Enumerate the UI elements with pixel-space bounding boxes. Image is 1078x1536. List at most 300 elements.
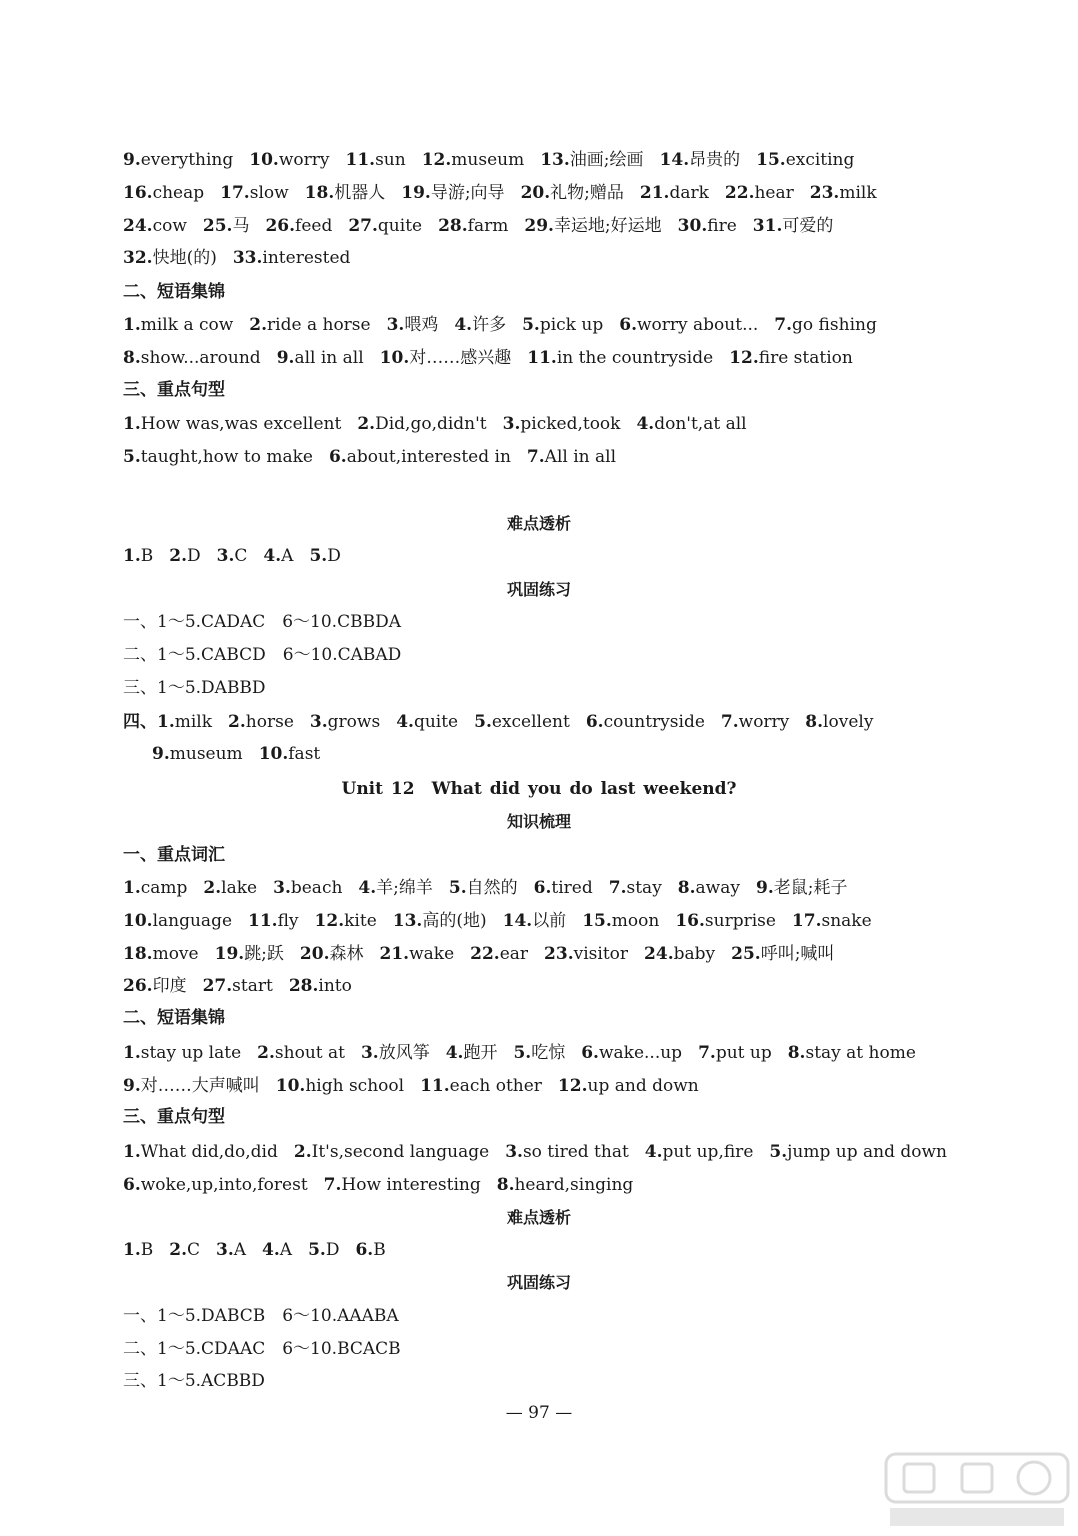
answer-text: B [373,1240,386,1260]
answer-number: 19. [401,183,431,203]
site-watermark-logo [882,1450,1072,1530]
answer-item [675,911,776,931]
answer-number: 3. [216,1240,234,1260]
answer-text: all in all [294,348,364,368]
answer-text: surprise [704,911,776,931]
answer-item [123,546,153,566]
answer-text: show...around [140,348,261,368]
answer-number: 9. [276,348,295,368]
answer-text: pick up [539,315,604,335]
answer-item [527,447,616,467]
answer-item [123,944,199,964]
answer-number: 30. [677,216,708,236]
answer-text: 机器人 [334,183,386,203]
answer-text: heard,singing [514,1175,634,1195]
answer-text: 快地(的) [152,248,217,268]
answer-item [358,878,432,898]
answer-item [380,348,512,368]
answer-text: museum [451,150,525,170]
answer-text: worry [738,712,790,732]
answer-number: 27. [348,216,378,236]
answer-item [422,150,525,170]
answer-number: 21. [639,183,670,203]
answer-text: 对……大声喊叫 [140,1076,260,1096]
answer-text: jump up and down [787,1142,947,1162]
u12-practice-line-2: 二、1～5.CDAAC 6～10.BCACB [123,1339,401,1359]
u12-vocab-line-3 [123,942,983,966]
answer-text: grows [327,712,381,732]
u12-sentence-line-1 [123,1140,983,1164]
answer-item [123,1043,241,1063]
answer-item [203,216,250,236]
answer-text: B [140,546,154,566]
answer-number: 1. [123,1043,141,1063]
answer-item [249,150,329,170]
answer-number: 29. [524,216,554,236]
u11-phrase-line-2 [123,346,983,370]
answer-text: woke,up,into,forest [140,1175,308,1195]
answer-item [249,315,370,335]
answer-item [276,1076,404,1096]
answer-number: 31. [752,216,783,236]
u11-practice-heading: 巩固练习 [506,580,571,599]
answer-item [216,1240,246,1260]
answer-text: 导游;向导 [430,183,505,203]
answer-number: 7. [774,315,793,335]
answer-item [215,944,284,964]
answer-number: 12. [729,348,759,368]
answer-number: 3. [360,1043,379,1063]
answer-text: visitor [573,944,629,964]
answer-text: quite [377,216,423,236]
answer-number: 26. [123,976,153,996]
answer-number: 8. [787,1043,806,1063]
answer-text: sun [375,150,406,170]
answer-number: 3. [505,1142,523,1162]
answer-item [123,183,204,203]
u12-knowledge-heading: 知识梳理 [506,812,571,831]
answer-item [123,447,313,467]
answer-text: away [695,878,740,898]
answer-item [505,1142,629,1162]
answer-text: D [325,1240,340,1260]
answer-text: stay up late [140,1043,242,1063]
answer-text: 以前 [532,911,567,931]
answer-item [454,315,506,335]
answer-number: 14. [659,150,690,170]
u12-vocab-line-2 [123,909,983,933]
answer-number: 6. [585,712,604,732]
answer-item [586,712,705,732]
answer-text: wake...up [598,1043,683,1063]
answer-text: 印度 [152,976,187,996]
answer-text: don't,at all [654,414,747,434]
answer-text: tired [551,878,593,898]
answer-item [348,216,422,236]
answer-number: 26. [265,216,296,236]
answer-number: 1. [123,414,141,434]
answer-number: 16. [123,183,153,203]
answer-item [522,315,603,335]
answer-item [446,1043,498,1063]
answer-number: 24. [644,944,674,964]
answer-item [265,216,332,236]
answer-number: 21. [379,944,410,964]
answer-text: 礼物;赠品 [550,183,624,203]
answer-item [756,878,847,898]
answer-text: B [140,1240,154,1260]
answer-text: dark [669,183,709,203]
answer-number: 1. [123,546,141,566]
answer-item [698,1043,772,1063]
answer-text: 对……感兴趣 [409,348,512,368]
answer-number: 28. [288,976,319,996]
u11-practice-line-2: 二、1～5.CABCD 6～10.CABAD [123,645,402,665]
answer-text: go fishing [792,315,877,335]
unit-12-title: Unit 12 What did you do last weekend? [341,779,737,799]
answer-text: A [281,546,294,566]
u12-phrases-heading: 二、短语集锦 [123,1008,225,1028]
answer-item [609,878,662,898]
u12-difficulty-heading: 难点透析 [506,1208,571,1227]
answer-text: quite [413,712,459,732]
answer-item [123,1142,278,1162]
answer-text: put up,fire [662,1142,754,1162]
answer-number: 4. [636,414,655,434]
answer-text: moon [611,911,660,931]
answer-text: baby [673,944,716,964]
answer-number: 5. [123,447,141,467]
answer-text: 跳;跃 [244,944,284,964]
answer-item [729,348,853,368]
answer-text: countryside [603,712,705,732]
answer-item [233,248,351,268]
answer-item [756,150,854,170]
answer-number: 4. [454,315,473,335]
answer-item [792,911,872,931]
answer-item [300,944,364,964]
answer-text: 可爱的 [782,216,834,236]
u12-sentences-heading: 三、重点句型 [123,1107,225,1127]
answer-item [361,1043,430,1063]
answer-item [474,712,570,732]
answer-text: 幸运地;好运地 [553,216,662,236]
answer-number: 5. [513,1043,532,1063]
answer-number: 23. [809,183,840,203]
answer-text: each other [449,1076,542,1096]
answer-number: 2. [293,1142,312,1162]
answer-number: 1. [123,315,141,335]
answer-number: 12. [557,1076,588,1096]
answer-number: 7. [698,1043,716,1063]
u12-vocab-line-4 [123,974,983,998]
answer-text: taught,how to make [140,447,313,467]
answer-item [123,911,232,931]
answer-number: 9. [755,878,774,898]
answer-item [294,1142,489,1162]
answer-text: stay at home [805,1043,916,1063]
answer-number: 3. [386,315,405,335]
answer-item [521,183,624,203]
answer-item [262,1240,292,1260]
answer-text: milk [839,183,877,203]
answer-item [721,712,789,732]
answer-text: lovely [823,712,874,732]
answer-item [396,712,458,732]
answer-number: 16. [675,911,705,931]
answer-text: C [234,546,248,566]
answer-item [123,414,341,434]
answer-number: 2. [228,712,246,732]
answer-text: fast [288,744,321,764]
answer-item [644,944,715,964]
answer-number: 2. [249,315,268,335]
answer-text: worry [278,150,330,170]
answer-number: 3. [273,878,291,898]
u11-difficulty-answers [123,544,983,568]
answer-text: 羊;绵羊 [376,878,433,898]
answer-item [308,1240,339,1260]
answer-number: 9. [123,150,141,170]
answer-number: 7. [526,447,545,467]
answer-number: 22. [470,944,500,964]
answer-item [640,183,709,203]
answer-item [470,944,528,964]
u11-sentence-line-1 [123,412,983,436]
answer-text: 放风筝 [378,1043,430,1063]
u12-difficulty-answers [123,1238,983,1262]
answer-text: stay [626,878,662,898]
answer-number: 11. [420,1076,450,1096]
answer-text: excellent [491,712,570,732]
answer-text: C [187,1240,201,1260]
answer-item [123,1175,308,1195]
answer-text: kite [344,911,377,931]
answer-text: 喂鸡 [404,315,439,335]
answer-item [248,911,299,931]
answer-item [123,1240,153,1260]
answer-item [769,1142,947,1162]
answer-number: 6. [619,315,637,335]
answer-text: milk a cow [140,315,234,335]
answer-number: 6. [533,878,552,898]
answer-item [582,911,659,931]
answer-number: 3. [309,712,328,732]
answer-text: All in all [544,447,617,467]
answer-text: start [232,976,273,996]
answer-text: so tired that [522,1142,629,1162]
answer-item [277,348,364,368]
answer-text: farm [467,216,509,236]
answer-text: D [187,546,201,566]
answer-number: 1. [123,1240,141,1260]
answer-item [503,911,567,931]
answer-number: 20. [520,183,551,203]
answer-text: How interesting [341,1175,481,1195]
answer-number: 8. [805,712,824,732]
answer-number: 4. [445,1043,464,1063]
answer-text: high school [305,1076,405,1096]
answer-text: shout at [274,1043,345,1063]
answer-item [263,546,293,566]
u11-practice-line-4 [123,710,983,734]
answer-number: 25. [731,944,761,964]
answer-text: everything [140,150,234,170]
u11-phrase-line-1 [123,313,983,337]
answer-text: Did,go,didn't [375,414,487,434]
answer-item [123,315,233,335]
answer-number: 6. [328,447,347,467]
answer-text: up and down [587,1076,699,1096]
answer-text: interested [262,248,351,268]
answer-number: 4. [262,1240,280,1260]
answer-item [123,1076,260,1096]
answer-number: 13. [540,150,570,170]
answer-item [731,944,834,964]
u12-phrase-line-2 [123,1074,983,1098]
answer-number: 5. [309,546,328,566]
answer-text: worry about... [636,315,759,335]
answer-text: slow [249,183,289,203]
answer-text: about,interested in [346,447,511,467]
answer-number: 3. [502,414,521,434]
answer-text: 吃惊 [531,1043,566,1063]
answer-item [259,744,321,764]
answer-item [558,1076,699,1096]
answer-number: 11. [527,348,557,368]
u12-practice-line-3: 三、1～5.ACBBD [123,1371,265,1391]
u11-vocab-line-2 [123,181,983,205]
answer-item [289,976,352,996]
answer-text: feed [295,216,333,236]
answer-number: 13. [392,911,423,931]
answer-text: 马 [232,216,250,236]
answer-item [217,546,248,566]
answer-item [310,712,380,732]
answer-text: exciting [785,150,855,170]
answer-number: 11. [345,150,376,170]
answer-number: 10. [258,744,289,764]
answer-text: fire [707,216,737,236]
u11-phrases-heading: 二、短语集锦 [123,282,225,302]
answer-item [645,1142,754,1162]
answer-number: 10. [379,348,410,368]
answer-number: 6. [355,1240,374,1260]
answer-item [503,414,621,434]
answer-number: 10. [123,911,153,931]
answer-item [257,1043,345,1063]
answer-number: 10. [249,150,279,170]
answer-item [123,878,187,898]
answer-number: 8. [496,1175,515,1195]
answer-number: 2. [257,1043,275,1063]
answer-text: What did,do,did [140,1142,278,1162]
answer-item [449,878,518,898]
answer-item [810,183,877,203]
answer-text: in the countryside [556,348,714,368]
answer-item [169,546,200,566]
answer-number: 7. [720,712,739,732]
answer-number: 4. [358,878,377,898]
answer-item [305,183,386,203]
answer-number: 28. [438,216,468,236]
answer-item [357,414,486,434]
answer-number: 2. [169,1240,187,1260]
answer-text: ride a horse [267,315,371,335]
answer-item [725,183,794,203]
answer-text: 油画;绘画 [569,150,644,170]
answer-text: It's,second language [311,1142,490,1162]
answer-item [619,315,758,335]
answer-text: fly [277,911,299,931]
answer-text: cow [152,216,187,236]
answer-item [660,150,741,170]
u12-practice-line-1: 一、1～5.DABCB 6～10.AAABA [123,1306,399,1326]
answer-number: 5. [448,878,467,898]
answer-item [678,878,740,898]
answer-number: 11. [248,911,278,931]
answer-number: 7. [323,1175,342,1195]
answer-number: 14. [502,911,533,931]
answer-text: cheap [152,183,205,203]
answer-item [315,911,377,931]
answer-text: How was,was excellent [140,414,342,434]
answer-text: milk [174,712,213,732]
answer-text: A [233,1240,247,1260]
answer-number: 27. [202,976,233,996]
answer-text: museum [169,744,243,764]
answer-number: 4. [263,546,282,566]
answer-text: camp [140,878,188,898]
u12-phrase-line-1 [123,1041,983,1065]
answer-number: 25. [202,216,233,236]
answer-item [152,744,243,764]
answer-text: 自然的 [466,878,518,898]
answer-number: 18. [123,944,153,964]
answer-number: 20. [299,944,330,964]
answer-number: 32. [123,248,153,268]
answer-number: 4. [396,712,414,732]
answer-item [524,216,661,236]
answer-text: beach [290,878,343,898]
answer-number: 5. [474,712,492,732]
answer-number: 19. [214,944,245,964]
answer-item [581,1043,682,1063]
answer-number: 12. [421,150,452,170]
answer-item [540,150,643,170]
answer-item [420,1076,542,1096]
answer-number: 5. [522,315,540,335]
answer-number: 12. [314,911,345,931]
answer-item [355,1240,385,1260]
answer-item [346,150,406,170]
answer-item [636,414,746,434]
answer-item [324,1175,481,1195]
u11-vocab-line-3 [123,214,983,238]
answer-text: 呼叫;喊叫 [760,944,835,964]
answer-text: D [327,546,341,566]
answer-item [805,712,873,732]
u12-practice-heading: 巩固练习 [506,1273,571,1292]
answer-number: 18. [304,183,335,203]
answer-number: 17. [220,183,250,203]
answer-number: 7. [608,878,627,898]
answer-item [123,150,233,170]
answer-item [329,447,511,467]
answer-item [123,976,187,996]
answer-number: 6. [123,1175,141,1195]
answer-item [678,216,737,236]
